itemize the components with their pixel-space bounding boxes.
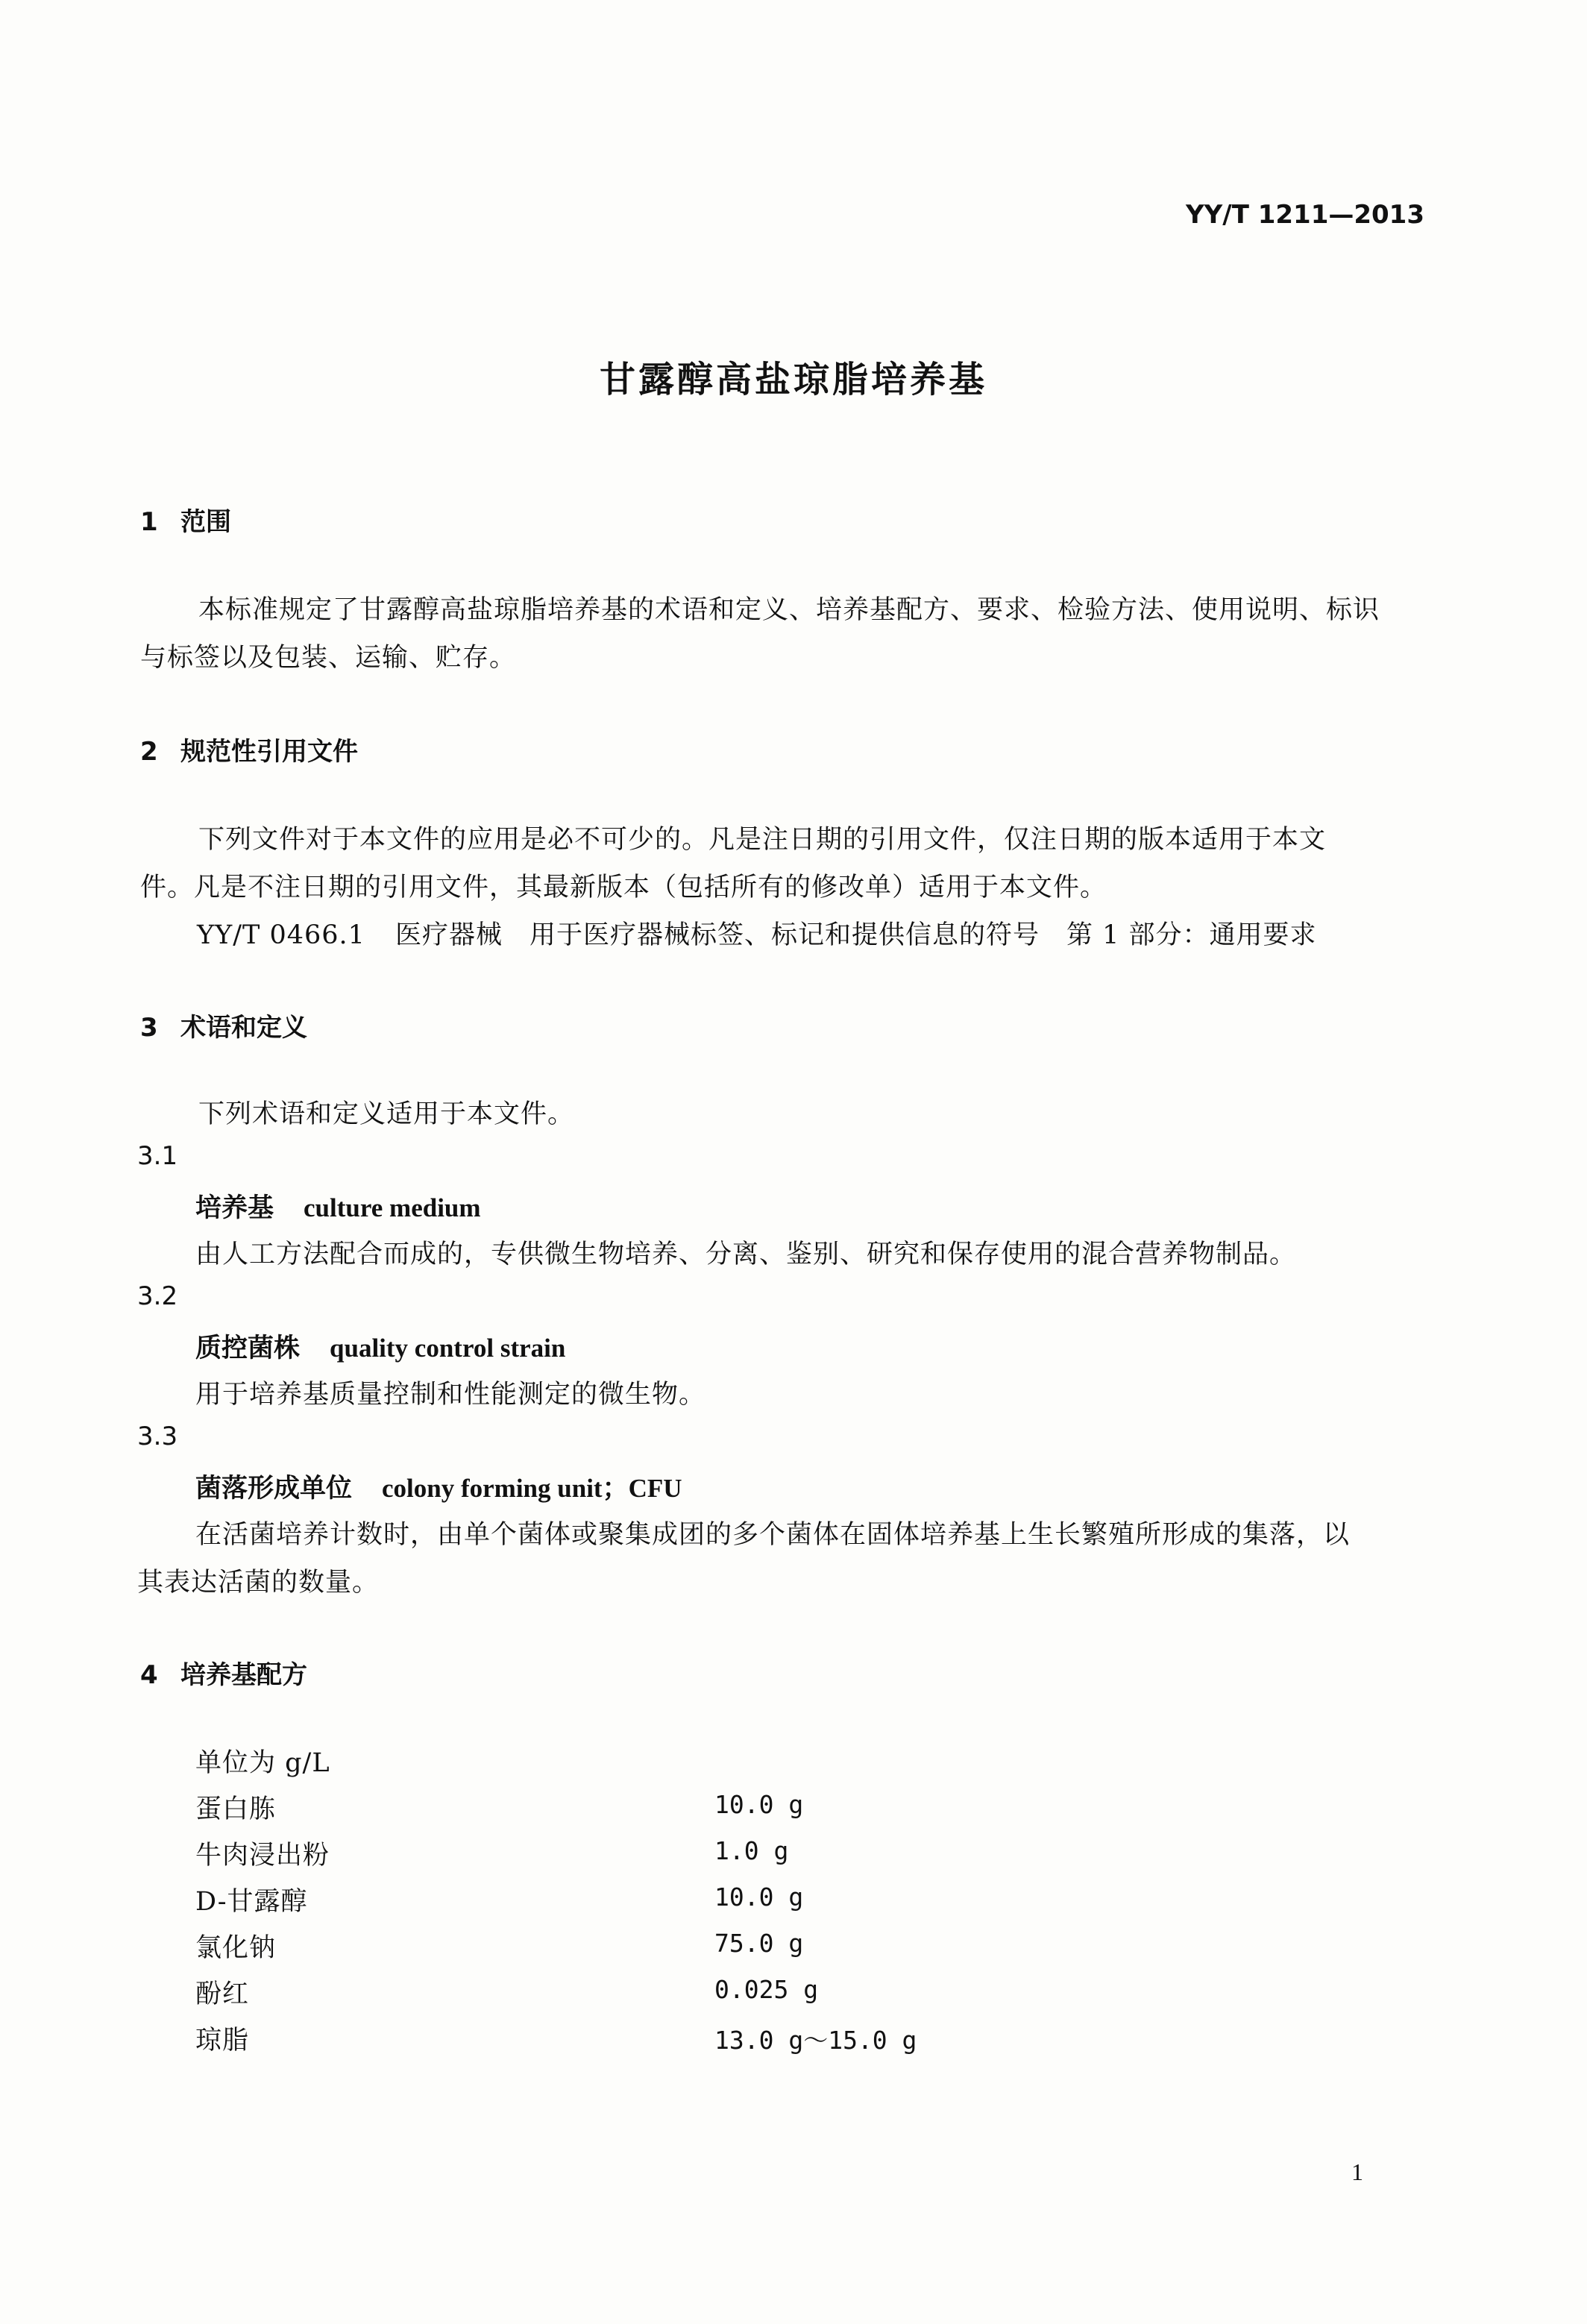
term-zh: 质控菌株 bbox=[195, 1333, 301, 1363]
ingredient-amount: 13.0 g～15.0 g bbox=[714, 2026, 917, 2055]
ingredient-name: 蛋白胨 bbox=[195, 1794, 277, 1824]
term-heading bbox=[195, 1187, 481, 1225]
term-heading bbox=[195, 1328, 565, 1365]
ingredient-name: 牛肉浸出粉 bbox=[195, 1841, 330, 1871]
section-title: 培养基配方 bbox=[180, 1660, 307, 1690]
section-number: 4 bbox=[140, 1660, 158, 1690]
scope-text-line-1: 本标准规定了甘露醇高盐琼脂培养基的术语和定义、培养基配方、要求、检验方法、使用说明、标识 bbox=[198, 595, 1380, 625]
formula-unit: 单位为 g/L bbox=[195, 1748, 330, 1778]
term-definition: 由人工方法配合而成的，专供微生物培养、分离、鉴别、研究和保存使用的混合营养物制品。 bbox=[195, 1240, 1297, 1269]
term-zh: 菌落形成单位 bbox=[195, 1473, 353, 1504]
reference-doc-title: 医疗器械 用于医疗器械标签、标记和提供信息的符号 第 1 部分：通用要求 bbox=[395, 920, 1317, 950]
term-zh: 培养基 bbox=[195, 1193, 274, 1223]
section-number: 3 bbox=[140, 1013, 158, 1043]
page-number: 1 bbox=[1351, 2158, 1363, 2185]
section-number: 1 bbox=[140, 507, 158, 537]
ingredient-amount: 75.0 g bbox=[714, 1929, 804, 1958]
term-heading bbox=[195, 1468, 682, 1505]
ingredient-amount: 1.0 g bbox=[714, 1836, 789, 1865]
reference-entry bbox=[197, 914, 1316, 952]
section-heading-2 bbox=[140, 731, 358, 767]
ingredient-amount: 10.0 g bbox=[714, 1882, 804, 1912]
term-en: quality control strain bbox=[330, 1334, 566, 1363]
section-heading-1 bbox=[140, 501, 231, 538]
terms-intro: 下列术语和定义适用于本文件。 bbox=[198, 1099, 575, 1129]
reference-doc-code: YY/T 0466.1 bbox=[197, 920, 365, 950]
term-definition-line-1: 在活菌培养计数时，由单个菌体或聚集成团的多个菌体在固体培养基上生长繁殖所形成的集落，以 bbox=[195, 1520, 1351, 1550]
term-number: 3.3 bbox=[137, 1422, 178, 1451]
ingredient-name: 酚红 bbox=[195, 1979, 250, 2009]
ingredient-amount: 0.025 g bbox=[714, 1975, 819, 2004]
ingredient-name: D-甘露醇 bbox=[195, 1887, 308, 1917]
term-number: 3.2 bbox=[137, 1281, 178, 1311]
ingredient-name: 琼脂 bbox=[195, 2026, 250, 2056]
document-title: 甘露醇高盐琼脂培养基 bbox=[599, 359, 987, 401]
term-definition-line-2: 其表达活菌的数量。 bbox=[137, 1568, 380, 1598]
ingredient-amount: 10.0 g bbox=[714, 1790, 804, 1819]
references-text-line-1: 下列文件对于本文件的应用是必不可少的。凡是注日期的引用文件，仅注日期的版本适用于本文 bbox=[198, 825, 1327, 855]
ingredient-name: 氯化钠 bbox=[195, 1933, 277, 1963]
section-heading-4 bbox=[140, 1654, 307, 1691]
section-title: 术语和定义 bbox=[180, 1013, 307, 1043]
section-title: 范围 bbox=[180, 507, 231, 537]
standard-code: YY/T 1211—2013 bbox=[1186, 200, 1424, 230]
term-en: culture medium bbox=[304, 1193, 481, 1222]
scope-text-line-2: 与标签以及包装、运输、贮存。 bbox=[140, 643, 517, 673]
section-title: 规范性引用文件 bbox=[180, 737, 358, 767]
term-en: colony forming unit；CFU bbox=[382, 1474, 682, 1503]
section-heading-3 bbox=[140, 1007, 307, 1043]
section-number: 2 bbox=[140, 737, 158, 767]
term-number: 3.1 bbox=[137, 1141, 178, 1171]
references-text-line-2: 件。凡是不注日期的引用文件，其最新版本（包括所有的修改单）适用于本文件。 bbox=[140, 873, 1107, 902]
term-definition: 用于培养基质量控制和性能测定的微生物。 bbox=[195, 1380, 706, 1410]
